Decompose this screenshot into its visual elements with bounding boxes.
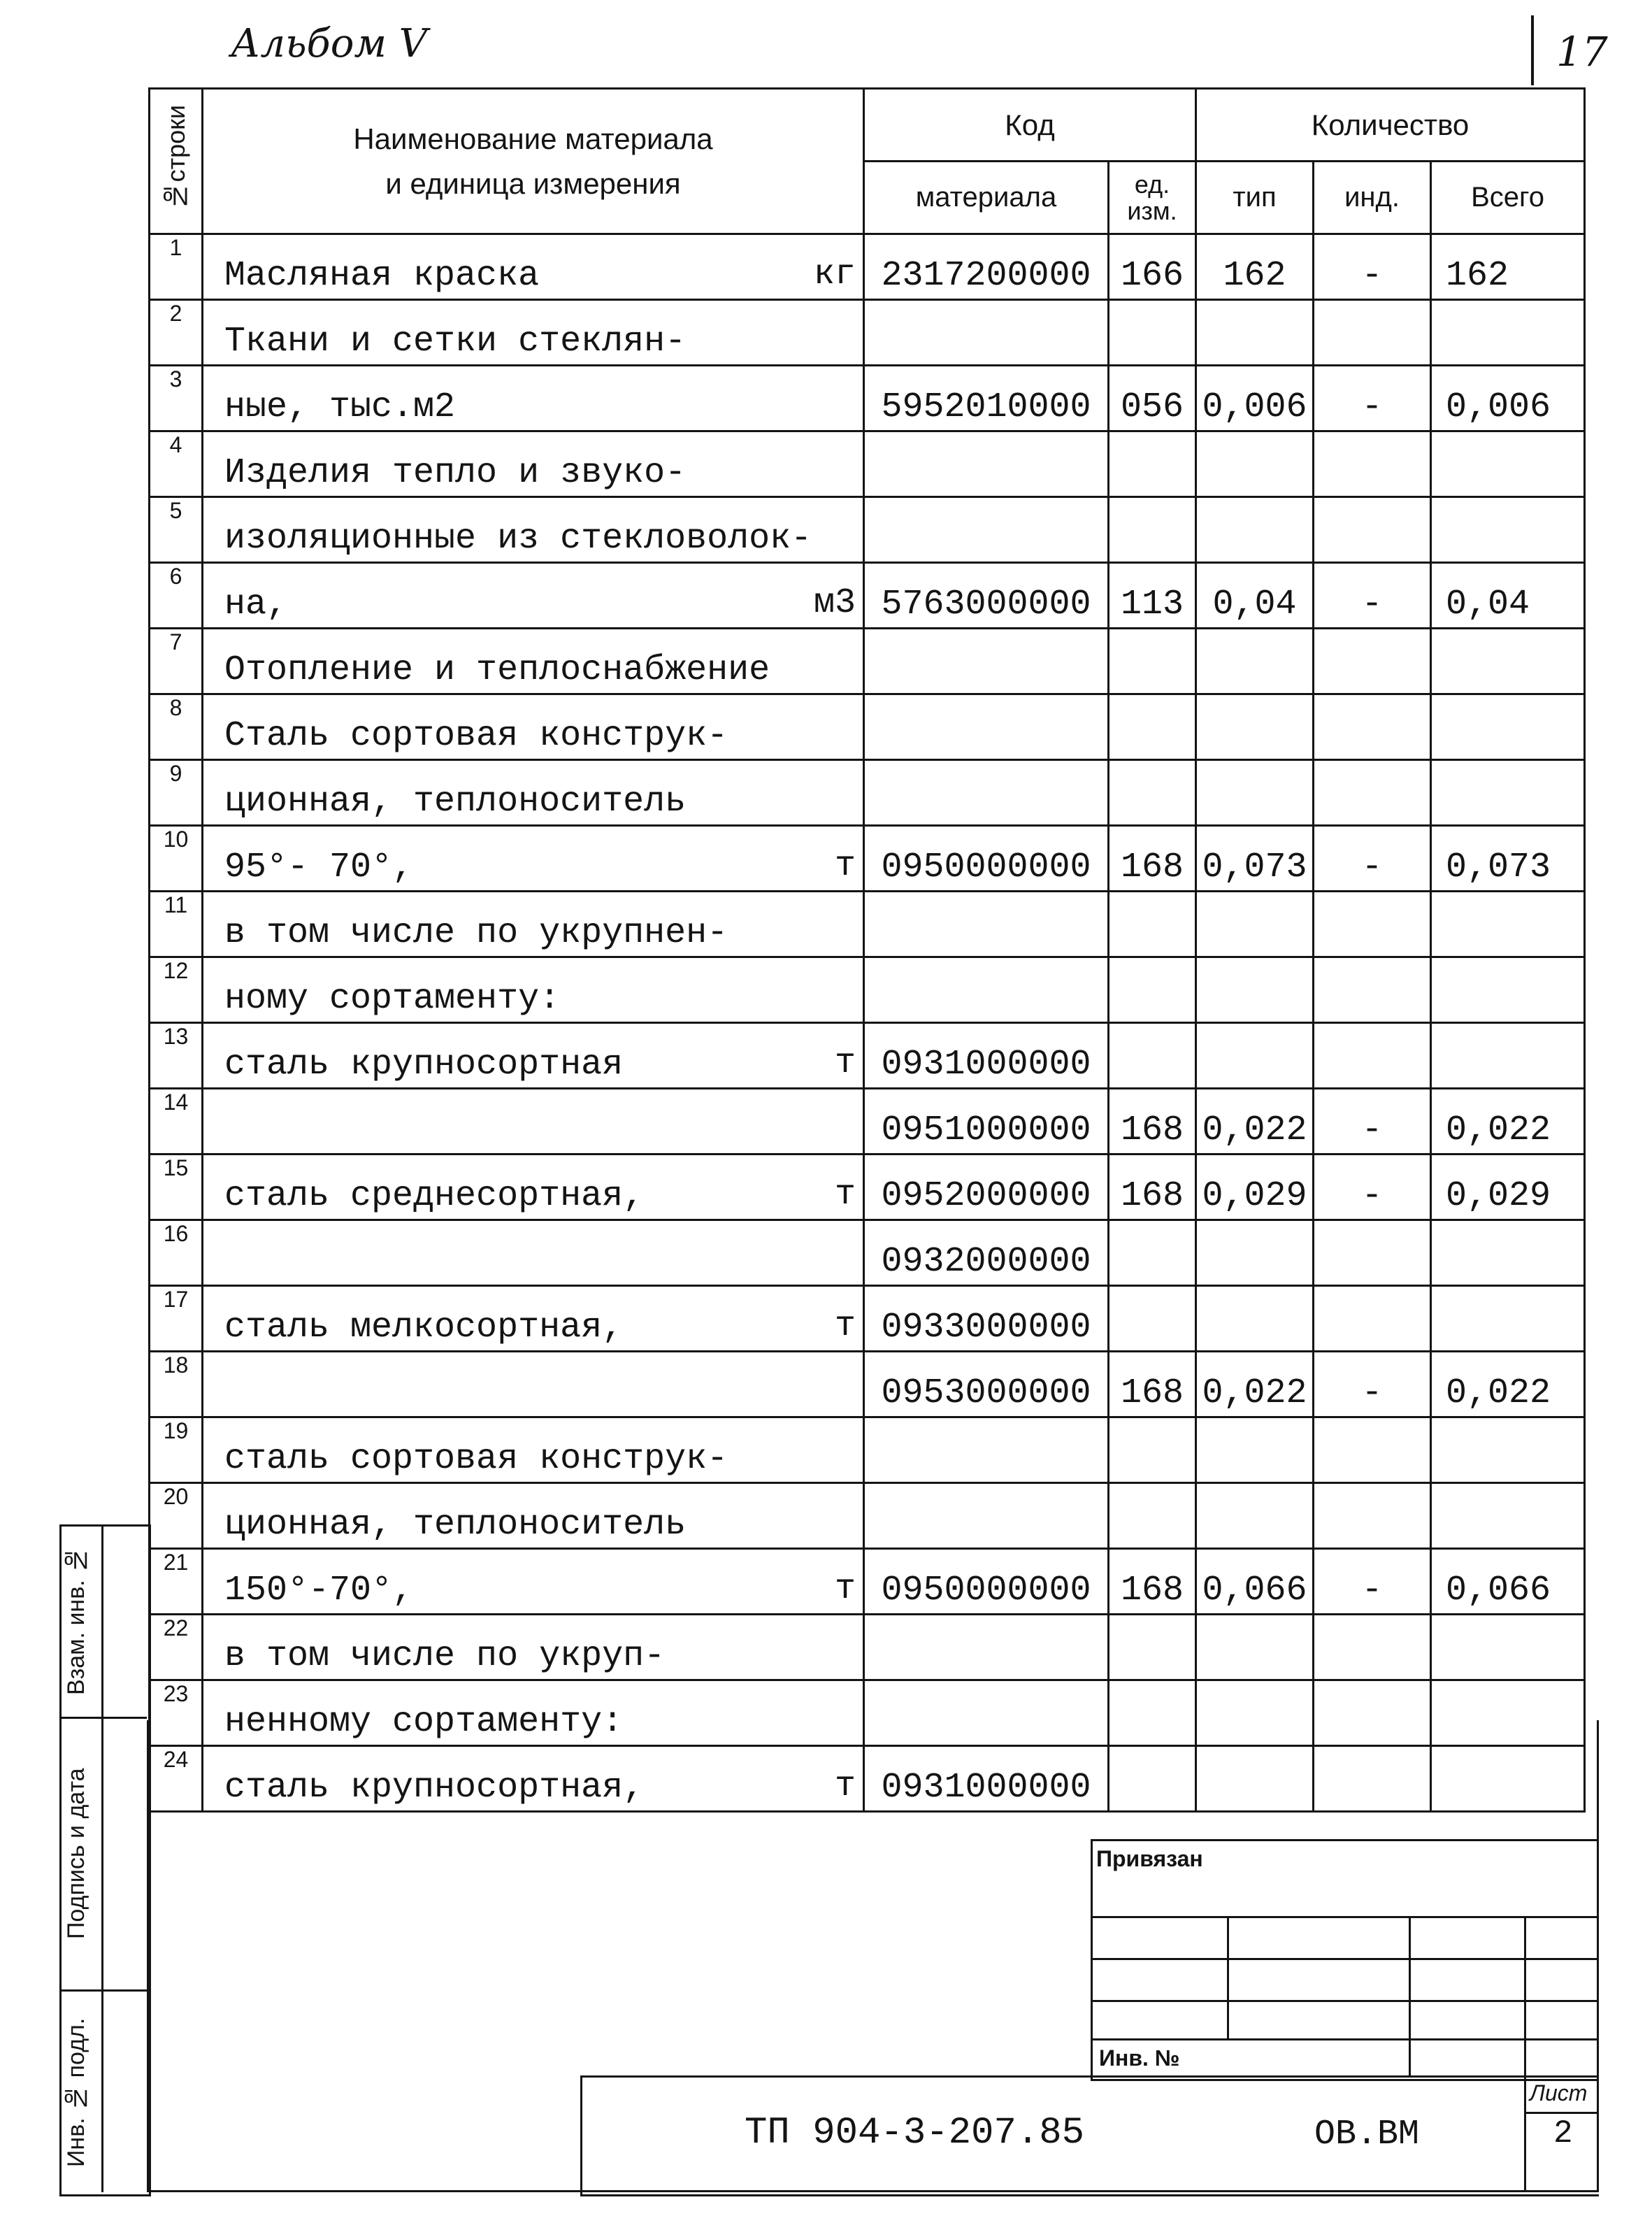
row-qty-total: 0,022 — [1431, 1352, 1585, 1417]
row-qty-ind: - — [1314, 234, 1431, 300]
row-name-text: сталь среднесортная, — [224, 1176, 645, 1216]
header-qty-type: тип — [1196, 162, 1314, 234]
album-label: Альбом V — [231, 21, 428, 66]
row-qty-type — [1196, 1746, 1314, 1812]
row-qty-total — [1431, 694, 1585, 760]
row-number: 6 — [150, 563, 203, 629]
row-name-text: Отопление и теплоснабжение — [224, 650, 770, 690]
row-name-text: ному сортаменту: — [224, 979, 561, 1019]
row-name — [203, 431, 864, 497]
table-row — [150, 826, 1585, 892]
row-name-text: 95°- 70°, — [224, 848, 414, 887]
table-row — [150, 497, 1585, 563]
row-code-unit — [1109, 431, 1196, 497]
row-code-material: 5763000000 — [864, 563, 1109, 629]
table-row — [150, 629, 1585, 694]
row-qty-ind — [1314, 760, 1431, 826]
row-number: 10 — [150, 826, 203, 892]
row-code-unit: 113 — [1109, 563, 1196, 629]
row-qty-ind — [1314, 1417, 1431, 1483]
row-qty-type — [1196, 1615, 1314, 1680]
row-name — [203, 1549, 864, 1615]
row-code-material — [864, 760, 1109, 826]
row-name — [203, 957, 864, 1023]
row-code-unit: 168 — [1109, 826, 1196, 892]
table-row — [150, 957, 1585, 1023]
row-name-text: в том числе по укрупнен- — [224, 913, 728, 953]
side-strip-divider — [101, 1524, 103, 2192]
row-number: 11 — [150, 892, 203, 957]
row-name-text: на, — [224, 585, 288, 624]
row-unit: т — [834, 1306, 856, 1346]
row-qty-ind — [1314, 1220, 1431, 1286]
row-qty-type — [1196, 1680, 1314, 1746]
row-qty-type: 0,022 — [1196, 1089, 1314, 1155]
row-code-material: 2317200000 — [864, 234, 1109, 300]
table-row — [150, 1089, 1585, 1155]
row-qty-total — [1431, 1023, 1585, 1089]
row-name-text: Масляная краска — [224, 256, 540, 296]
row-name-text: ненному сортаменту: — [224, 1702, 624, 1742]
row-unit: т — [834, 1766, 856, 1806]
row-name — [203, 1220, 864, 1286]
row-name — [203, 629, 864, 694]
row-qty-ind — [1314, 1746, 1431, 1812]
row-qty-ind: - — [1314, 563, 1431, 629]
title-block-sheet-divider — [1524, 2075, 1526, 2192]
header-row-no: №строки — [150, 89, 203, 234]
row-code-unit — [1109, 497, 1196, 563]
row-code-unit — [1109, 1746, 1196, 1812]
row-number: 18 — [150, 1352, 203, 1417]
table-row — [150, 1155, 1585, 1220]
table-row — [150, 1615, 1585, 1680]
table-row — [150, 1023, 1585, 1089]
row-unit: кг — [813, 255, 856, 294]
side-strip-sep-1 — [59, 1717, 147, 1719]
table-row — [150, 300, 1585, 366]
row-code-unit — [1109, 1615, 1196, 1680]
row-qty-ind: - — [1314, 1549, 1431, 1615]
header-code-material: материала — [864, 162, 1109, 234]
row-qty-type — [1196, 892, 1314, 957]
document-designation: ТП 904-3-207.85 — [745, 2112, 1085, 2154]
binding-stamp-line-4 — [1091, 2038, 1597, 2040]
row-qty-type — [1196, 1023, 1314, 1089]
row-code-material — [864, 957, 1109, 1023]
row-qty-ind — [1314, 892, 1431, 957]
row-name — [203, 1089, 864, 1155]
row-name — [203, 1483, 864, 1549]
row-qty-ind — [1314, 1483, 1431, 1549]
row-code-material: 0951000000 — [864, 1089, 1109, 1155]
row-qty-type — [1196, 497, 1314, 563]
row-qty-ind — [1314, 1615, 1431, 1680]
binding-stamp-col-1 — [1227, 1916, 1229, 2038]
row-qty-type — [1196, 1220, 1314, 1286]
row-name — [203, 760, 864, 826]
table-row — [150, 760, 1585, 826]
row-code-material — [864, 1483, 1109, 1549]
row-code-unit — [1109, 629, 1196, 694]
row-qty-ind — [1314, 694, 1431, 760]
header-quantity: Количество — [1196, 89, 1585, 162]
row-number: 9 — [150, 760, 203, 826]
row-qty-total — [1431, 957, 1585, 1023]
row-number: 7 — [150, 629, 203, 694]
binding-stamp-line-1 — [1091, 1916, 1597, 1918]
row-qty-total: 0,029 — [1431, 1155, 1585, 1220]
row-name — [203, 1023, 864, 1089]
binding-stamp-col-2 — [1409, 1916, 1411, 2077]
table-row — [150, 1220, 1585, 1286]
page-number: 17 — [1556, 28, 1608, 76]
row-name — [203, 1746, 864, 1812]
frame-bottom-left — [147, 1720, 149, 2192]
row-name — [203, 826, 864, 892]
binding-stamp-line-2 — [1091, 1958, 1597, 1960]
row-number: 22 — [150, 1615, 203, 1680]
row-unit: т — [834, 1175, 856, 1215]
binding-stamp-title: Привязан — [1096, 1846, 1203, 1871]
row-qty-total — [1431, 760, 1585, 826]
row-qty-type: 0,073 — [1196, 826, 1314, 892]
row-qty-type: 162 — [1196, 234, 1314, 300]
row-qty-ind: - — [1314, 1352, 1431, 1417]
binding-stamp-line-3 — [1091, 2000, 1597, 2002]
row-number: 23 — [150, 1680, 203, 1746]
row-code-material — [864, 431, 1109, 497]
table-row — [150, 892, 1585, 957]
row-name-text: изоляционные из стекловолок- — [224, 519, 812, 559]
row-number: 21 — [150, 1549, 203, 1615]
inv-no-label: Инв. № — [1099, 2045, 1180, 2071]
row-qty-total — [1431, 1417, 1585, 1483]
row-code-unit: 168 — [1109, 1089, 1196, 1155]
page-number-divider — [1531, 15, 1534, 85]
row-name-text: сталь крупносортная — [224, 1045, 624, 1085]
row-number: 1 — [150, 234, 203, 300]
row-name-text: сталь мелкосортная, — [224, 1308, 624, 1348]
row-qty-total: 0,022 — [1431, 1089, 1585, 1155]
row-qty-total: 0,073 — [1431, 826, 1585, 892]
row-name — [203, 892, 864, 957]
row-qty-type — [1196, 694, 1314, 760]
row-qty-total — [1431, 1746, 1585, 1812]
row-qty-ind: - — [1314, 1089, 1431, 1155]
row-code-material — [864, 694, 1109, 760]
row-code-material: 0950000000 — [864, 826, 1109, 892]
title-block-sheet-line — [1524, 2112, 1597, 2114]
row-name — [203, 1155, 864, 1220]
row-name — [203, 563, 864, 629]
row-qty-ind — [1314, 497, 1431, 563]
row-name — [203, 1417, 864, 1483]
sheet-label: Лист — [1530, 2080, 1588, 2106]
row-code-unit — [1109, 1417, 1196, 1483]
row-code-unit — [1109, 1680, 1196, 1746]
row-code-material — [864, 497, 1109, 563]
row-code-material — [864, 1680, 1109, 1746]
row-qty-type: 0,066 — [1196, 1549, 1314, 1615]
row-number: 19 — [150, 1417, 203, 1483]
table-row — [150, 1680, 1585, 1746]
row-code-unit — [1109, 892, 1196, 957]
row-name — [203, 234, 864, 300]
row-number: 24 — [150, 1746, 203, 1812]
row-unit: м3 — [813, 583, 856, 623]
row-qty-type — [1196, 760, 1314, 826]
row-number: 20 — [150, 1483, 203, 1549]
row-qty-total — [1431, 1615, 1585, 1680]
row-qty-total — [1431, 431, 1585, 497]
row-code-material: 0953000000 — [864, 1352, 1109, 1417]
row-qty-ind — [1314, 957, 1431, 1023]
header-name-line-1: Наименование материала — [353, 122, 713, 155]
row-qty-type: 0,04 — [1196, 563, 1314, 629]
row-name — [203, 366, 864, 431]
row-name — [203, 1286, 864, 1352]
row-qty-ind: - — [1314, 1155, 1431, 1220]
header-qty-ind: инд. — [1314, 162, 1431, 234]
row-code-material — [864, 1417, 1109, 1483]
row-code-material: 0932000000 — [864, 1220, 1109, 1286]
row-unit: т — [834, 846, 856, 886]
row-qty-total — [1431, 892, 1585, 957]
row-number: 16 — [150, 1220, 203, 1286]
row-number: 2 — [150, 300, 203, 366]
side-label-podpis: Подпись и дата — [63, 1768, 89, 1940]
table-row — [150, 1483, 1585, 1549]
row-qty-total — [1431, 629, 1585, 694]
row-code-material — [864, 892, 1109, 957]
row-code-unit — [1109, 1023, 1196, 1089]
row-qty-type: 0,022 — [1196, 1352, 1314, 1417]
row-qty-total: 0,04 — [1431, 563, 1585, 629]
row-qty-type — [1196, 300, 1314, 366]
row-name-text: ные, тыс.м2 — [224, 387, 456, 427]
row-code-unit — [1109, 957, 1196, 1023]
row-qty-total: 0,066 — [1431, 1549, 1585, 1615]
row-code-material — [864, 629, 1109, 694]
row-qty-ind — [1314, 431, 1431, 497]
row-qty-type — [1196, 431, 1314, 497]
row-name — [203, 694, 864, 760]
row-name-text: ционная, теплоноситель — [224, 1505, 687, 1545]
row-name — [203, 1615, 864, 1680]
table-row — [150, 431, 1585, 497]
row-code-unit: 056 — [1109, 366, 1196, 431]
materials-table — [148, 87, 1586, 1813]
row-qty-total — [1431, 1286, 1585, 1352]
row-qty-total — [1431, 300, 1585, 366]
row-code-unit — [1109, 300, 1196, 366]
row-code-unit — [1109, 760, 1196, 826]
row-qty-type — [1196, 1417, 1314, 1483]
table-row — [150, 1549, 1585, 1615]
table-row — [150, 1417, 1585, 1483]
row-qty-ind — [1314, 1023, 1431, 1089]
row-qty-type: 0,029 — [1196, 1155, 1314, 1220]
row-code-unit — [1109, 1220, 1196, 1286]
row-qty-type — [1196, 629, 1314, 694]
row-qty-ind: - — [1314, 826, 1431, 892]
row-name-text: Изделия тепло и звуко- — [224, 453, 687, 493]
side-label-vzam: Взам. инв. № — [63, 1546, 89, 1695]
row-qty-ind — [1314, 1680, 1431, 1746]
row-number: 4 — [150, 431, 203, 497]
row-code-material: 0931000000 — [864, 1746, 1109, 1812]
document-mark: ОВ.ВМ — [1314, 2115, 1420, 2154]
row-qty-ind — [1314, 629, 1431, 694]
row-code-unit — [1109, 1286, 1196, 1352]
row-code-unit: 166 — [1109, 234, 1196, 300]
header-name — [203, 89, 864, 234]
row-number: 17 — [150, 1286, 203, 1352]
row-name — [203, 1680, 864, 1746]
row-qty-type: 0,006 — [1196, 366, 1314, 431]
row-name-text: 150°-70°, — [224, 1571, 414, 1610]
side-label-inv-podl: Инв. № подл. — [63, 2017, 89, 2167]
row-qty-total — [1431, 1483, 1585, 1549]
table-row — [150, 1352, 1585, 1417]
row-code-unit: 168 — [1109, 1549, 1196, 1615]
row-code-material — [864, 1615, 1109, 1680]
table-row — [150, 694, 1585, 760]
row-qty-total: 0,006 — [1431, 366, 1585, 431]
row-number: 8 — [150, 694, 203, 760]
row-number: 14 — [150, 1089, 203, 1155]
row-name-text: сталь крупносортная, — [224, 1768, 645, 1808]
row-qty-ind: - — [1314, 366, 1431, 431]
row-unit: т — [834, 1569, 856, 1609]
row-number: 12 — [150, 957, 203, 1023]
row-code-material: 0952000000 — [864, 1155, 1109, 1220]
header-name-line-2: и единица измерения — [385, 166, 681, 200]
row-qty-total — [1431, 497, 1585, 563]
side-strip-sep-2 — [59, 1989, 147, 1992]
row-code-unit: 168 — [1109, 1352, 1196, 1417]
row-qty-type — [1196, 1286, 1314, 1352]
table-row — [150, 563, 1585, 629]
table-row — [150, 1746, 1585, 1812]
row-code-material: 0931000000 — [864, 1023, 1109, 1089]
table-row — [150, 1286, 1585, 1352]
row-code-material: 0933000000 — [864, 1286, 1109, 1352]
row-code-material: 0950000000 — [864, 1549, 1109, 1615]
row-qty-type — [1196, 957, 1314, 1023]
row-name-text: ционная, теплоноситель — [224, 782, 687, 822]
header-code-unit: ед. изм. — [1109, 162, 1196, 234]
row-number: 15 — [150, 1155, 203, 1220]
row-name — [203, 497, 864, 563]
row-qty-total: 162 — [1431, 234, 1585, 300]
row-name-text: Ткани и сетки стеклян- — [224, 322, 687, 362]
row-name-text: в том числе по укруп- — [224, 1636, 666, 1676]
row-code-unit — [1109, 1483, 1196, 1549]
row-name-text: Сталь сортовая конструк- — [224, 716, 728, 756]
table-row — [150, 234, 1585, 300]
row-code-unit — [1109, 694, 1196, 760]
row-name — [203, 1352, 864, 1417]
row-qty-total — [1431, 1220, 1585, 1286]
row-unit: т — [834, 1043, 856, 1083]
sheet-number: 2 — [1553, 2115, 1573, 2152]
row-name-text: сталь сортовая конструк- — [224, 1439, 728, 1479]
row-code-material — [864, 300, 1109, 366]
row-number: 13 — [150, 1023, 203, 1089]
header-qty-total: Всего — [1431, 162, 1585, 234]
row-qty-total — [1431, 1680, 1585, 1746]
binding-stamp-col-3 — [1524, 1916, 1526, 2077]
row-number: 5 — [150, 497, 203, 563]
row-code-unit: 168 — [1109, 1155, 1196, 1220]
header-code: Код — [864, 89, 1196, 162]
row-name — [203, 300, 864, 366]
row-qty-ind — [1314, 1286, 1431, 1352]
title-block — [580, 2075, 1599, 2196]
row-qty-type — [1196, 1483, 1314, 1549]
table-row — [150, 366, 1585, 431]
row-number: 3 — [150, 366, 203, 431]
row-code-material: 5952010000 — [864, 366, 1109, 431]
row-qty-ind — [1314, 300, 1431, 366]
